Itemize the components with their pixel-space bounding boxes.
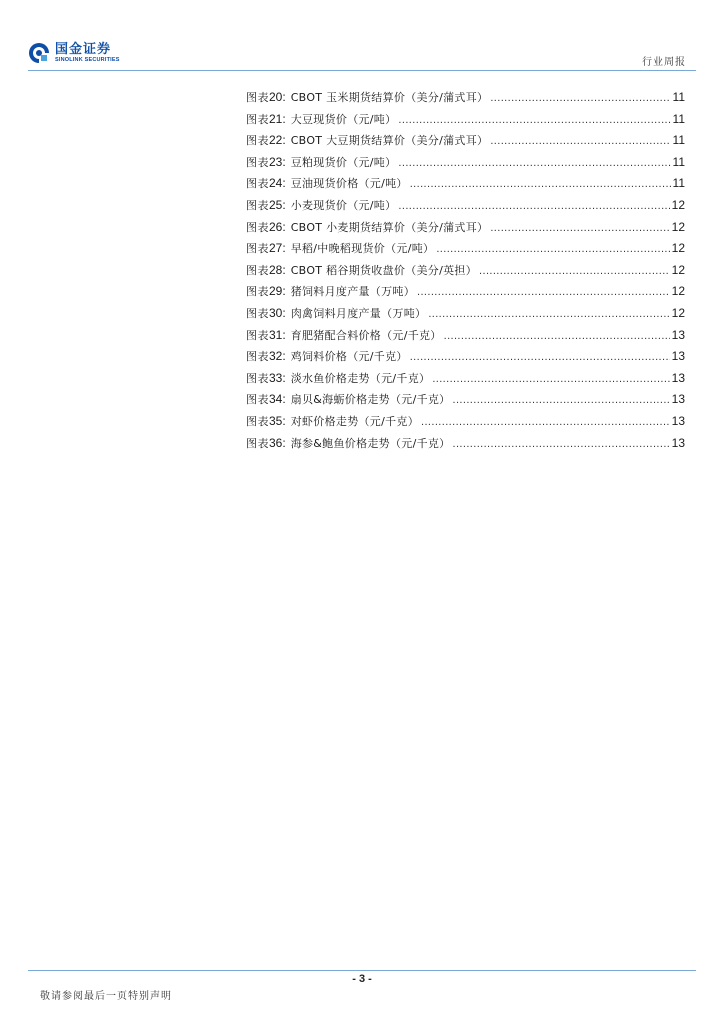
toc-figure-number: 36 [269,435,283,450]
toc-figure-prefix: 图表 [246,436,269,450]
toc-leader-dots [421,416,670,428]
toc-figure-prefix: 图表 [246,350,269,364]
toc-figure-number: 25 [269,197,283,212]
toc-figure-number: 24 [269,176,283,191]
toc-figure-title: 豆粕现货价（元/吨） [290,155,397,169]
toc-page-number: 11 [672,90,685,104]
toc-figure-number: 35 [269,413,283,428]
toc-separator: : [282,413,286,428]
toc-leader-dots [490,135,670,147]
toc-page-number: 11 [672,133,685,148]
toc-leader-dots [417,286,670,298]
toc-page-number: 13 [671,413,685,428]
footer-divider [28,970,696,971]
toc-separator: : [282,197,286,212]
toc-figure-title: 海参&鲍鱼价格走势（元/千克） [290,436,451,450]
toc-separator: : [282,219,286,234]
toc-figure-title: 育肥猪配合料价格（元/千克） [290,328,442,342]
toc-leader-dots [479,265,670,277]
toc-page-number: 11 [672,111,685,126]
toc-page-number: 13 [671,435,685,450]
toc-separator: : [282,176,286,191]
toc-leader-dots [444,330,670,342]
toc-page-number: 12 [671,197,685,212]
toc-leader-dots [453,394,670,406]
toc-page-number: 12 [671,241,685,256]
toc-leader-dots [398,200,669,212]
toc-separator: : [282,305,286,320]
toc-leader-dots [453,438,670,450]
page-header [0,0,724,72]
toc-leader-dots [432,373,669,385]
toc-page-number: 12 [671,219,685,234]
toc-entry[interactable] [246,89,685,111]
toc-entry[interactable] [246,132,685,154]
toc-separator: : [282,111,286,126]
toc-page-number: 12 [671,284,685,299]
toc-figure-prefix: 图表 [246,371,269,385]
toc-page-number: 13 [671,370,685,385]
toc-page-number: 12 [671,262,685,277]
toc-entry[interactable] [246,240,685,262]
toc-figure-title: CBOT 大豆期货结算价（美分/蒲式耳） [290,134,489,148]
toc-separator: : [282,284,286,299]
toc-entry[interactable] [246,197,685,219]
toc-separator: : [282,154,286,169]
toc-figure-title: CBOT 小麦期货结算价（美分/蒲式耳） [290,220,489,234]
toc-figure-prefix: 图表 [246,393,269,407]
toc-separator: : [282,370,286,385]
toc-figure-number: 22 [269,133,283,148]
toc-leader-dots [410,178,671,190]
toc-figure-prefix: 图表 [246,414,269,428]
toc-entry[interactable] [246,305,685,327]
toc-figure-prefix: 图表 [246,242,269,256]
toc-figure-title: CBOT 稻谷期货收盘价（美分/英担） [290,263,478,277]
toc-separator: : [282,241,286,256]
toc-figure-number: 33 [269,370,283,385]
toc-figure-number: 20 [269,90,283,104]
toc-figure-prefix: 图表 [246,285,269,299]
toc-entry[interactable] [246,219,685,241]
logo-english-name: SINOLINK SECURITIES [55,56,120,63]
report-type-label: 行业周报 [642,57,686,68]
toc-figure-title: 鸡饲料价格（元/千克） [290,350,408,364]
toc-entry[interactable] [246,262,685,284]
toc-leader-dots [398,114,670,126]
toc-figure-number: 28 [269,262,283,277]
toc-page-number: 13 [671,349,685,364]
sinolink-logo-icon [28,42,50,64]
toc-figure-number: 32 [269,349,283,364]
toc-figure-title: 对虾价格走势（元/千克） [290,414,420,428]
toc-figure-prefix: 图表 [246,328,269,342]
toc-figure-number: 21 [269,111,283,126]
toc-figure-number: 27 [269,241,283,256]
toc-figure-prefix: 图表 [246,177,269,191]
toc-entry[interactable] [246,413,685,435]
toc-figure-prefix: 图表 [246,134,269,148]
toc-figure-title: 扇贝&海蛎价格走势（元/千克） [290,393,451,407]
header-divider [28,70,696,71]
company-logo [28,42,120,64]
logo-chinese-name: 国金证券 [55,41,112,57]
toc-leader-dots [410,351,670,363]
toc-entry[interactable] [246,435,685,457]
toc-figure-title: 淡水鱼价格走势（元/千克） [290,371,431,385]
toc-figure-prefix: 图表 [246,112,269,126]
toc-entry[interactable] [246,154,685,176]
toc-figure-number: 30 [269,305,283,320]
toc-figure-prefix: 图表 [246,306,269,320]
toc-figure-prefix: 图表 [246,91,269,104]
toc-figure-number: 31 [269,327,283,342]
toc-figure-prefix: 图表 [246,198,269,212]
toc-figure-title: CBOT 玉米期货结算价（美分/蒲式耳） [290,91,489,104]
toc-figure-number: 23 [269,154,283,169]
toc-page-number: 12 [671,305,685,320]
toc-page-number: 13 [671,327,685,342]
toc-entry[interactable] [246,283,685,305]
toc-entry[interactable] [246,370,685,392]
toc-figure-title: 猪饲料月度产量（万吨） [290,285,416,299]
toc-leader-dots [490,222,669,234]
toc-entry[interactable] [246,111,685,133]
toc-separator: : [282,392,286,407]
toc-figure-number: 29 [269,284,283,299]
toc-figure-title: 肉禽饲料月度产量（万吨） [290,306,427,320]
figure-list [246,89,685,456]
toc-figure-title: 早稻/中晚稻现货价（元/吨） [290,242,435,256]
toc-separator: : [282,133,286,148]
toc-page-number: 13 [671,392,685,407]
toc-leader-dots [490,92,670,104]
toc-figure-prefix: 图表 [246,155,269,169]
toc-separator: : [282,90,286,104]
toc-leader-dots [398,157,670,169]
disclaimer-text: 敬请参阅最后一页特别声明 [40,991,172,1002]
toc-leader-dots [436,243,669,255]
toc-separator: : [282,349,286,364]
toc-separator: : [282,435,286,450]
page-number: - 3 - [352,973,372,985]
toc-entry[interactable] [246,348,685,370]
toc-separator: : [282,327,286,342]
toc-figure-number: 34 [269,392,283,407]
toc-entry[interactable] [246,175,685,197]
toc-entry[interactable] [246,327,685,349]
toc-figure-prefix: 图表 [246,220,269,234]
toc-figure-title: 大豆现货价（元/吨） [290,112,397,126]
toc-page-number: 11 [672,154,685,169]
toc-page-number: 11 [672,176,685,191]
toc-figure-number: 26 [269,219,283,234]
toc-leader-dots [428,308,669,320]
toc-figure-prefix: 图表 [246,263,269,277]
toc-figure-title: 小麦现货价（元/吨） [290,198,397,212]
toc-entry[interactable] [246,391,685,413]
toc-figure-title: 豆油现货价格（元/吨） [290,177,408,191]
toc-separator: : [282,262,286,277]
